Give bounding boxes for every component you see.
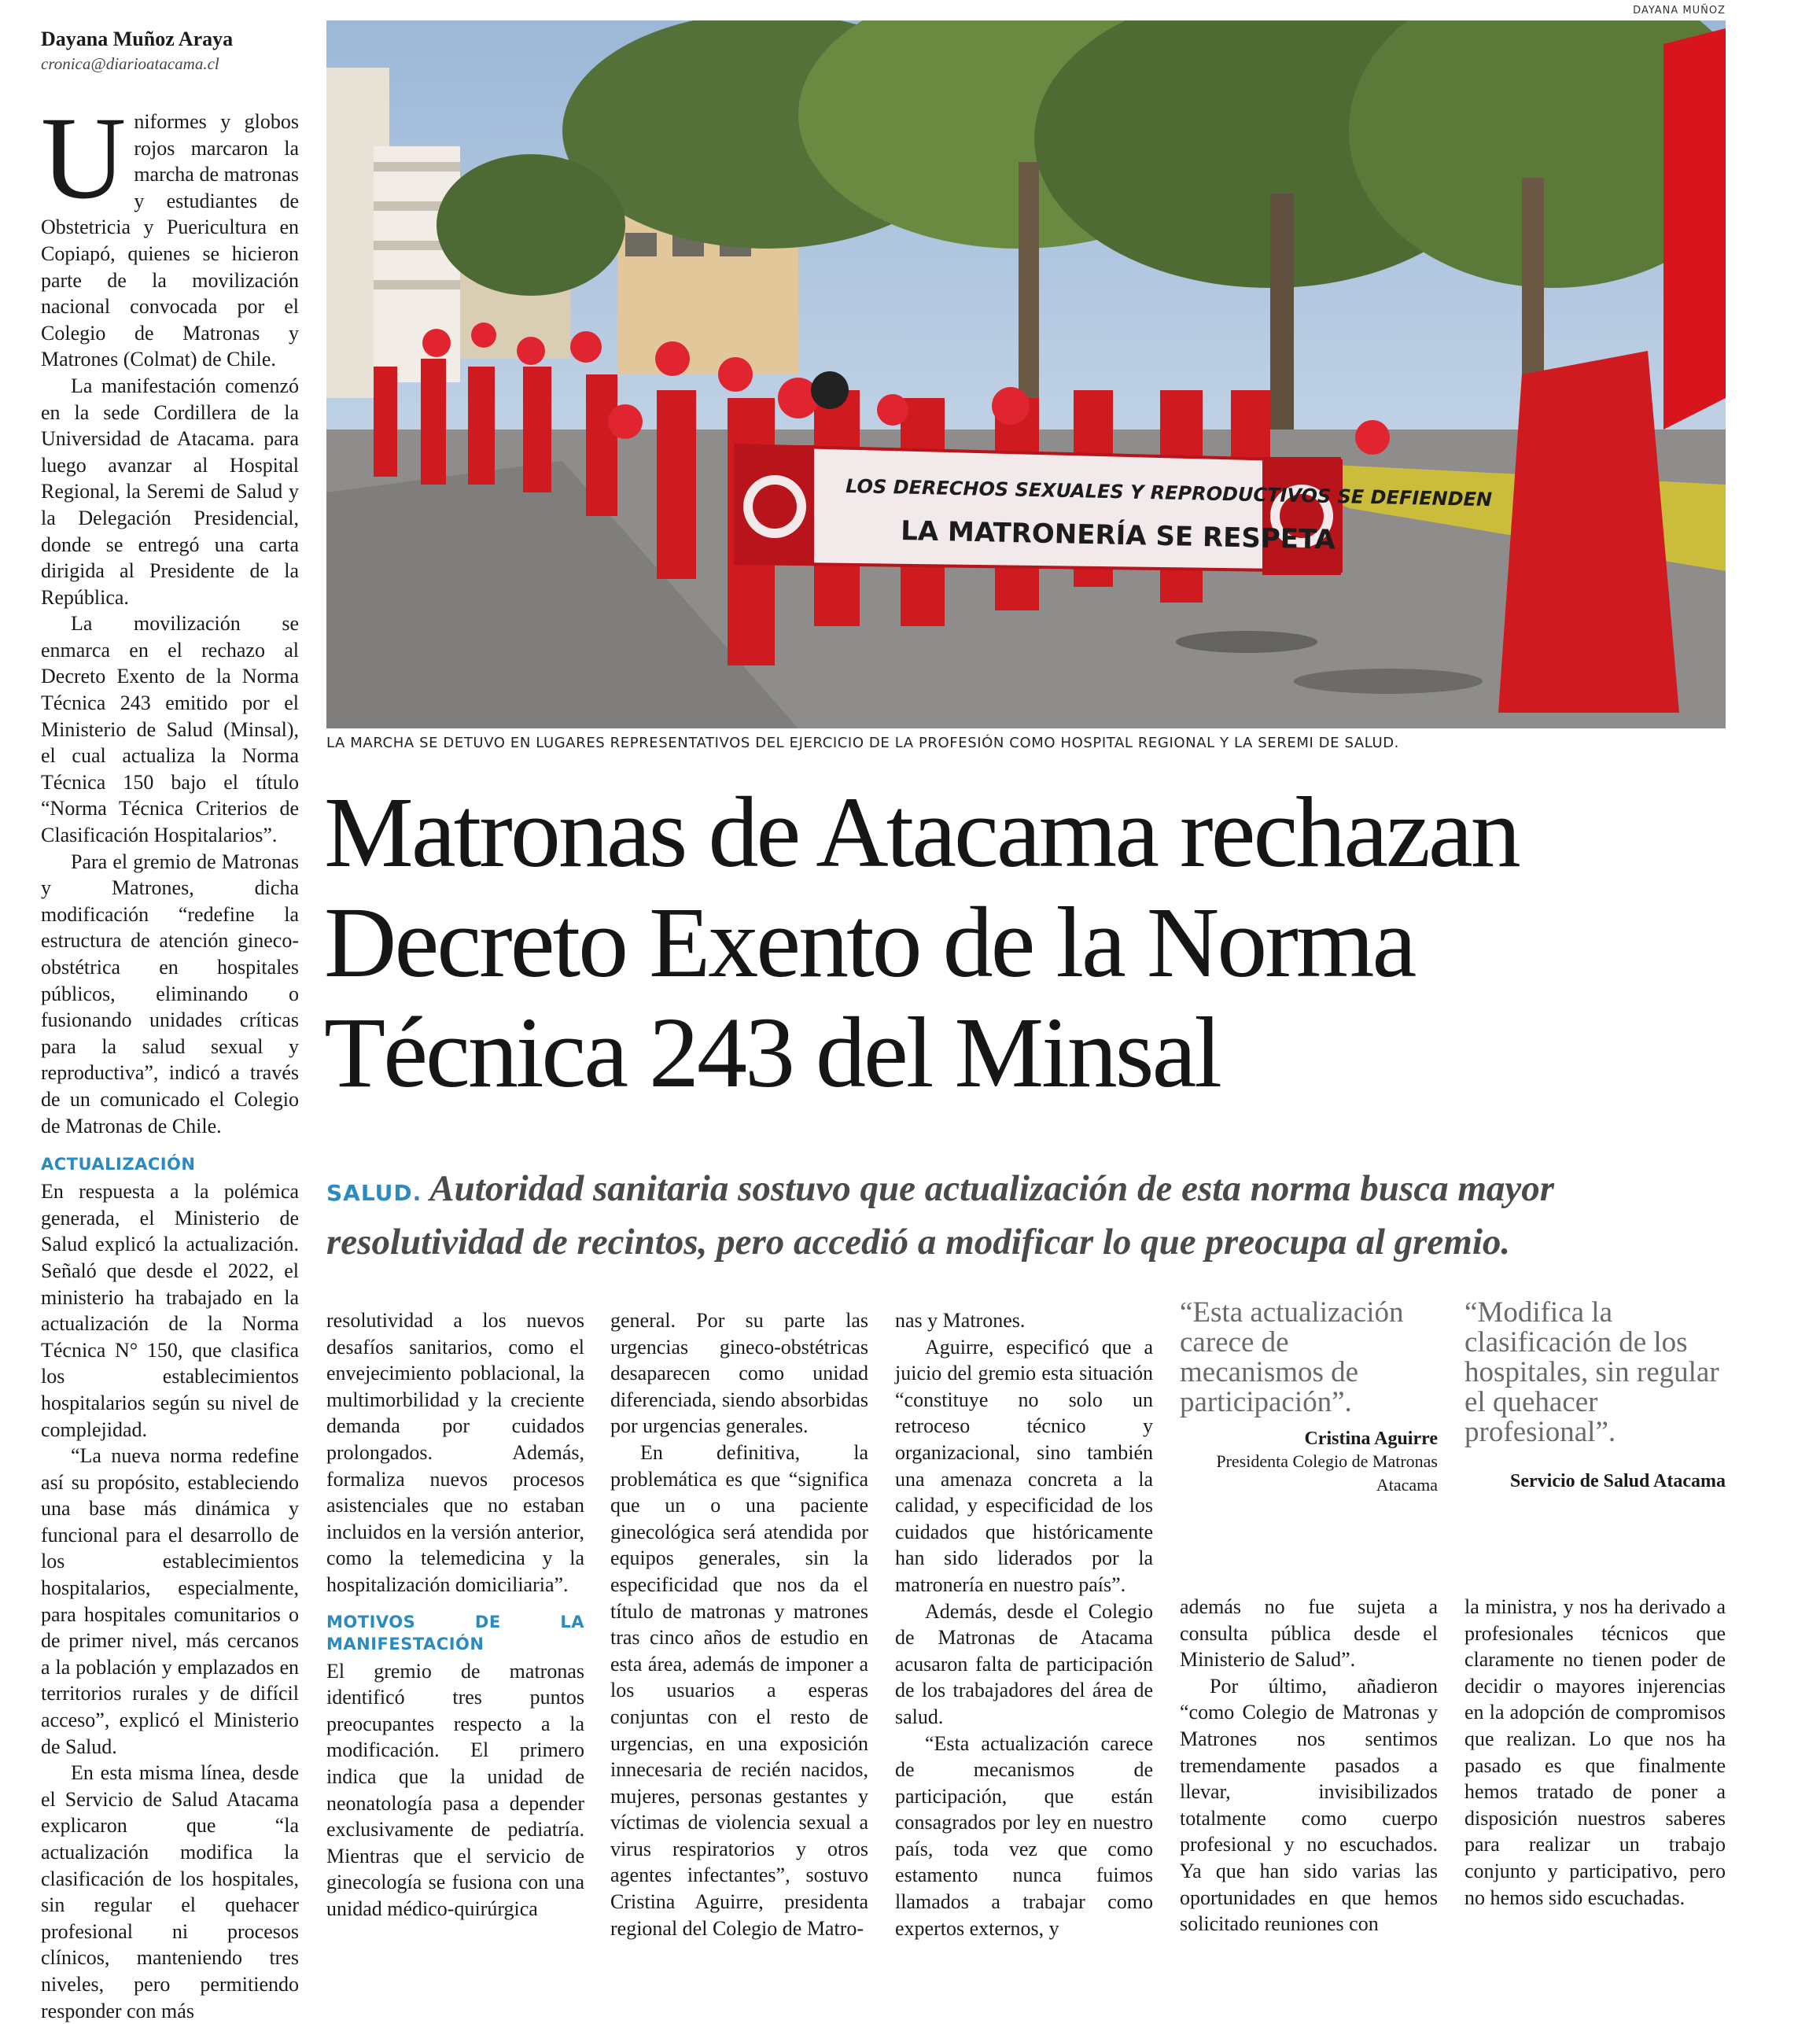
paragraph: Además, desde el Colegio de Matronas de Atacama acusaron falta de participación de los trabajadores del área de salud. [895,1599,1153,1728]
paragraph: Para el gremio de Matronas y Matrones, dicha modificación “redefine la estructura de atención gineco-obstétrica en hospitales públicos, eliminando o fusionando unidades críticas para la salud sexual y reproductiva”, indicó a través de un comunicado el Colegio de Matronas de Chile. [41,850,299,1137]
subhead-motivos: MOTIVOS DE LA MANIFESTACIÓN [326,1612,584,1653]
paragraph: Por último, añadieron “como Colegio de Matronas y Matrones nos sentimos tremendamente pasados a llevar, invisibilizados totalmente como cuerpo profesional y no escuchados. Ya que han sido varias las oportunidades en que hemos solicitado reuniones con [1180,1674,1438,1936]
paragraph: la ministra, y nos ha derivado a profesionales técnicos que claramente no tienen poder de decidir o mayores injerencias en la adopción de compromisos que realizan. Lo que nos ha pasado es que finalmente hemos tratado de poner a disposición nuestros saberes para realizar un trabajo conjunto y participativo, pero no hemos sido escuchadas. [1464,1595,1726,1909]
byline-author: Dayana Muñoz Araya [41,28,234,50]
paragraph: general. Por su parte las urgencias gineco-obstétricas desaparecen como unidad diferenciada, siendo absorbidas por urgencias generales. [610,1309,868,1438]
paragraph: En esta misma línea, desde el Servicio de Salud Atacama explicaron que “la actualización modifica la clasificación de los hospitales, sin regular el quehacer profesional ni procesos clínicos, manteniendo tres niveles, pero permitiendo responder con más [41,1761,299,2022]
paragraph: “Esta actualización carece de mecanismos de participación, que están consagrados por ley en nuestro país, toda vez que como estamento nunca fuimos llamados a trabajar como expertos externos, y [895,1731,1153,1940]
march-photo-illustration [326,20,1726,728]
photo-caption: LA MARCHA SE DETUVO EN LUGARES REPRESENTATIVOS DEL EJERCICIO DE LA PROFESIÓN COMO HOSPITAL REGIONAL Y LA SEREMI DE SALUD. [326,735,1400,751]
pull-quote-name: Servicio de Salud Atacama [1510,1471,1726,1491]
paragraph: El gremio de matronas identificó tres puntos preocupantes respecto a la modificación. El primero indica que la unidad de neonatología pasa a depender exclusivamente de pediatría. Mientras que el servicio de ginecología se fusiona con una unidad médico-quirúrgica [326,1659,584,1920]
march-photo [326,20,1726,728]
paragraph: En respuesta a la polémica generada, el Ministerio de Salud explicó la actualización. Señaló que desde el 2022, el ministerio ha trabajado en la actualización de la Norma Técnica N° 150, que clasifica los establecimientos hospitalarios según su nivel de complejidad. [41,1180,299,1441]
paragraph: La manifestación comenzó en la sede Cordillera de la Universidad de Atacama. para luego avanzar al Hospital Regional, la Seremi de Salud y la Delegación Presidencial, donde se entregó una carta dirigida al Presidente de la República. [41,374,299,609]
column-1 [41,93,299,2024]
pull-quote-text: “Modifica la clasificación de los hospitales, sin regular el quehacer profesional”. [1464,1296,1719,1448]
headline-line-1: Matronas de Atacama rechazan [324,776,1519,888]
paragraph: además no fue sujeta a consulta pública desde el Ministerio de Salud”. [1180,1595,1438,1672]
headline-line-2: Decreto Exento de la Norma [324,887,1415,998]
paragraph: En definitiva, la problemática es que “significa que un o una paciente ginecológica será atendida por equipos generales, sin la especificidad que nos da el título de matronas y matrones tras cinco años de estudio en esta área, además de imponer a los usuarios a esperas conjuntas con el resto de urgencias, en una exposición innecesaria de recién nacidos, mujeres, personas gestantes y víctimas de violencia sexual a virus respiratorios y otros agentes infectantes”, sostuvo Cristina Aguirre, presidenta regional del Colegio de Matro- [610,1440,868,1940]
paragraph: nas y Matrones. [895,1309,1026,1332]
column-4 [895,1307,1153,1941]
photo-credit: DAYANA MUÑOZ [1633,5,1726,17]
column-2 [326,1307,584,1922]
subhead-actualizacion: ACTUALIZACIÓN [41,1155,196,1174]
deck [326,1164,1734,1266]
column-6 [1464,1594,1726,1911]
headline-line-3: Técnica 243 del Minsal [324,997,1220,1108]
byline [41,27,300,76]
banner-line-2: LA MATRONERÍA SE RESPETA [900,515,1336,556]
lead-paragraph: Uniformes y globos rojos marcaron la marcha de matronas y estudiantes de Obstetricia y Puericultura en Copiapó, quienes se hicieron parte de la movilización nacional convocada por el Colegio de Matronas y Matrones (Colmat) de Chile. [41,93,299,371]
banner-line-1: LOS DERECHOS SEXUALES Y REPRODUCTIVOS SE DEFIENDEN [845,475,1493,511]
byline-email: cronica@diarioatacama.cl [41,54,219,73]
column-5 [1180,1594,1438,1937]
column-3 [610,1307,868,1941]
paragraph: La movilización se enmarca en el rechazo al Decreto Exento de la Norma Técnica 243 emitido por el Ministerio de Salud (Minsal), el cual actualiza la Norma Técnica 150 bajo el título “Norma Técnica Criterios de Clasificación Hospitalarios”. [41,612,299,847]
pull-quote-text: “Esta actualización carece de mecanismos de participación”. [1180,1296,1404,1418]
pull-quote-name: Cristina Aguirre [1304,1429,1438,1449]
pull-quote-1 [1180,1298,1438,1497]
paragraph: Aguirre, especificó que a juicio del gremio esta situación “constituye no solo un retroceso técnico y organizacional, sino también una amenaza concreta a la calidad, y especificidad de los cuidados que históricamente han sido liderados por la matronería en nuestro país”. [895,1335,1153,1596]
pull-quote-role: Presidenta Colegio de Matronas Atacama [1216,1451,1438,1495]
deck-text: Autoridad sanitaria sostuvo que actualización de esta norma busca mayor resolutividad de recintos, pero accedió a modificar lo que preocupa al gremio. [326,1168,1555,1263]
paragraph: resolutividad a los nuevos desafíos sanitarios, como el envejecimiento poblacional, la multimorbilidad y la creciente demanda por cuidados prolongados. Además, formaliza nuevos procesos asistenciales que no estaban incluidos en la versión anterior, como la telemedicina y la hospitalización domiciliaria”. [326,1309,584,1596]
headline [324,777,1732,1108]
deck-kicker: SALUD. [326,1180,422,1206]
pull-quote-2 [1464,1298,1726,1492]
drop-cap: U [41,93,127,223]
paragraph: “La nueva norma redefine así su propósito, estableciendo una base más dinámica y funcional para el desarrollo de los establecimientos hospitalarios, especialmente, para hospitales comunitarios o de primer nivel, más cercanos a la población y emplazados en territorios rurales y de difícil acceso”, explicó el Ministerio de Salud. [41,1444,299,1758]
